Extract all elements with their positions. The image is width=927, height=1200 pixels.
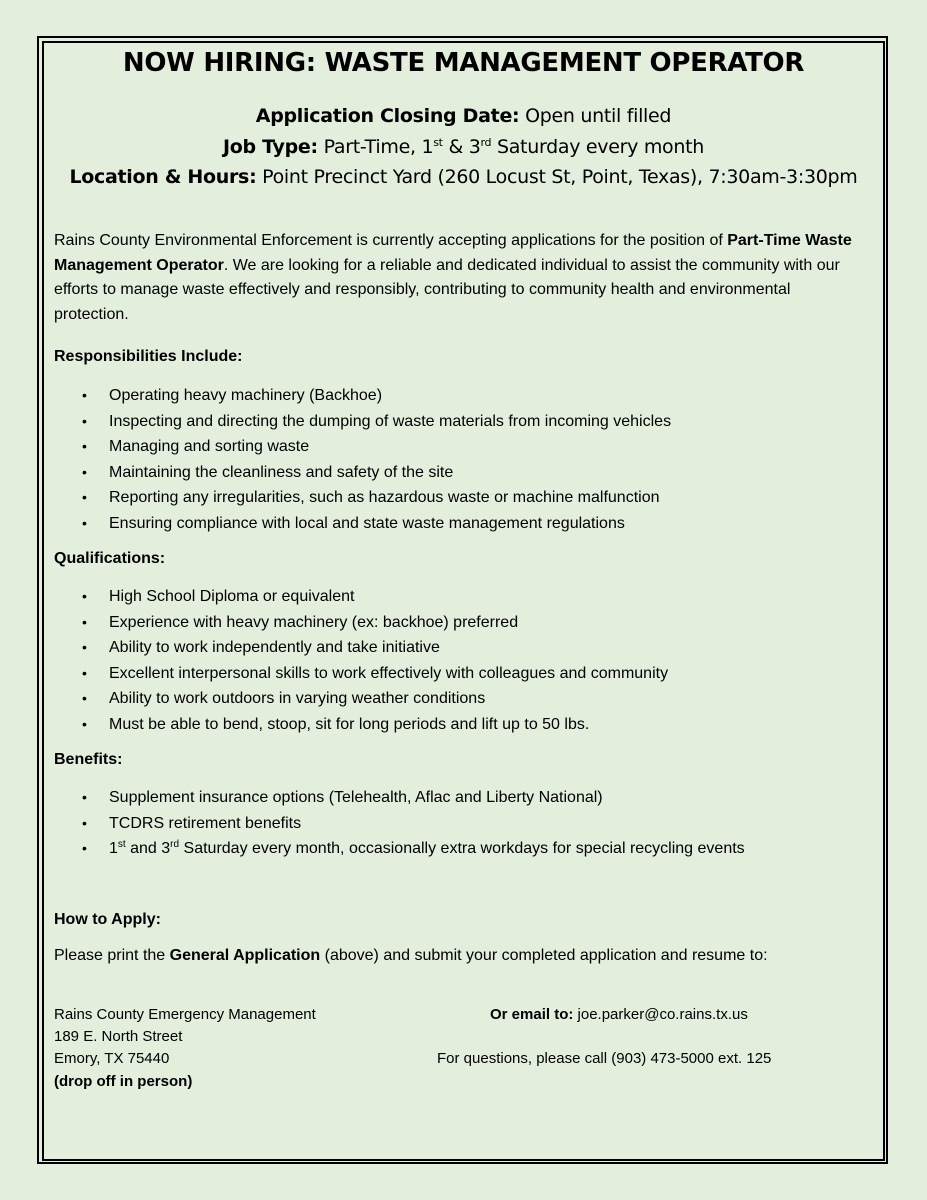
address-line-1: Rains County Emergency Management [54, 1006, 316, 1023]
list-item: • Supplement insurance options (Telehealth, Aflac and Liberty National) [82, 789, 603, 806]
drop-off-note: (drop off in person) [54, 1073, 193, 1090]
list-item: • Ability to work independently and take initiative [82, 639, 440, 656]
qualifications-list [80, 584, 668, 737]
list-item: • Operating heavy machinery (Backhoe) [82, 387, 383, 404]
closing-date-line [0, 105, 927, 127]
closing-date-label: Application Closing Date: [255, 105, 520, 127]
benefits-heading: Benefits: [54, 751, 123, 768]
list-item: • Managing and sorting waste [82, 438, 310, 455]
address-line-3: Emory, TX 75440 [54, 1050, 170, 1067]
list-item: • TCDRS retirement benefits [82, 814, 302, 832]
qualifications-heading: Qualifications: [54, 550, 166, 567]
responsibilities-heading: Responsibilities Include: [54, 348, 243, 365]
how-to-apply-heading: How to Apply: [54, 911, 161, 928]
job-type-value: Part-Time, 1st & 3rd Saturday every month [323, 136, 705, 158]
location-line [0, 166, 927, 188]
list-item: • Reporting any irregularities, such as hazardous waste or machine malfunction [82, 489, 660, 506]
email-line [490, 1006, 748, 1023]
location-label: Location & Hours: [69, 166, 257, 188]
list-item: • Ability to work outdoors in varying weather conditions [82, 690, 486, 707]
position-name: Part-Time Waste Management Operator [54, 232, 852, 274]
page-title: NOW HIRING: WASTE MANAGEMENT OPERATOR [122, 48, 805, 78]
phone-line: For questions, please call (903) 473-5000 ext. 125 [437, 1050, 772, 1067]
closing-date-value: Open until filled [525, 105, 672, 127]
list-item: • High School Diploma or equivalent [82, 588, 355, 605]
responsibilities-list [80, 383, 671, 536]
email-link[interactable]: joe.parker@co.rains.tx.us [577, 1006, 748, 1023]
location-value: Point Precinct Yard (260 Locust St, Point, Texas), 7:30am-3:30pm [262, 166, 858, 188]
list-item: • Inspecting and directing the dumping of waste materials from incoming vehicles [82, 412, 672, 430]
general-application-name: General Application [169, 947, 321, 964]
apply-instructions: Please print the General Application (above) and submit your completed application and resume to: [54, 947, 768, 964]
address-line-2: 189 E. North Street [54, 1028, 183, 1045]
job-type-label: Job Type: [222, 136, 318, 158]
list-item: • Must be able to bend, stoop, sit for long periods and lift up to 50 lbs. [82, 715, 590, 733]
list-item: • Maintaining the cleanliness and safety of the site [82, 463, 454, 481]
list-item: • Ensuring compliance with local and state waste management regulations [82, 514, 625, 532]
job-type-line [0, 136, 927, 158]
benefits-list [80, 785, 745, 862]
list-item: • Experience with heavy machinery (ex: backhoe) preferred [82, 613, 519, 631]
intro-paragraph: Rains County Environmental Enforcement is currently accepting applications for the position of Part-Time Waste Management Operator. We are looking for a reliable and dedicated individual to assist the community with our efforts to manage waste effectively and responsibly, contributing to community health and environmental protection. [54, 232, 852, 323]
email-label: Or email to: [490, 1006, 574, 1023]
list-item: • Excellent interpersonal skills to work effectively with colleagues and community [82, 664, 669, 682]
list-item: • 1st and 3rd Saturday every month, occasionally extra workdays for special recycling events [82, 839, 745, 857]
